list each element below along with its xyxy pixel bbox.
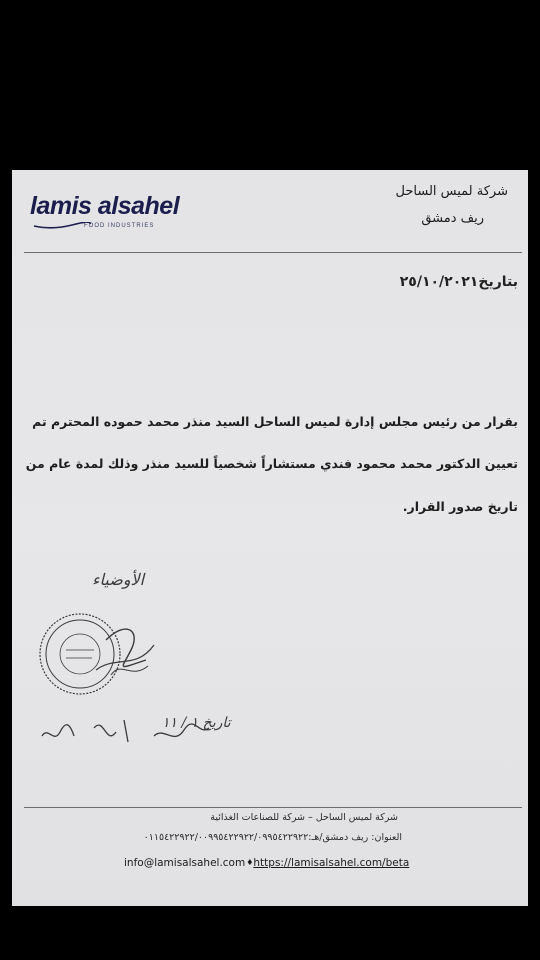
body-line-3: تاريخ صدور القرار. [402, 499, 518, 514]
logo-wordmark: lamis alsahel [30, 192, 180, 220]
footer-links [124, 857, 409, 869]
footer-address: العنوان: ريف دمشق/هـ:٠١١٥٤٢٢٩٢٢/٠٠٩٩٥٤٢٢٩٢٢/٠٩٩٥٤٢٢٩٢٢ [143, 832, 402, 843]
footer-email[interactable]: info@lamisalsahel.com [124, 857, 246, 869]
body-line-2: تعيين الدكتور محمد محمود فندي مستشاراً شخصياً للسيد منذر وذلك لمدة عام من [25, 456, 518, 471]
footer-website[interactable]: https://lamisalsahel.com/beta [253, 857, 410, 869]
company-location: ريف دمشق [421, 211, 484, 226]
handwritten-date: تاريخ ١ / ١١ [162, 715, 231, 731]
company-logo [30, 192, 180, 236]
logo-subtitle: FOOD INDUSTRIES [84, 223, 155, 229]
signature-title: الأوضياء [92, 570, 145, 589]
company-stamp-icon [36, 600, 156, 710]
header-divider [24, 252, 522, 253]
letter-date: بتاريخ٢٥/١٠/٢٠٢١ [399, 274, 518, 290]
handwritten-date-scribble-icon [34, 706, 214, 756]
logo-swoosh-icon [32, 222, 92, 230]
footer-company: شركة لميس الساحل – شركة للصناعات الغذائية [210, 812, 398, 823]
link-icon: ♦ [246, 858, 254, 867]
body-line-1: بقرار من رئيس مجلس إدارة لميس الساحل السيد منذر محمد حموده المحترم تم [32, 414, 518, 429]
company-name: شركة لميس الساحل [395, 184, 508, 199]
letter-paper [12, 170, 528, 906]
footer-divider [24, 807, 522, 808]
